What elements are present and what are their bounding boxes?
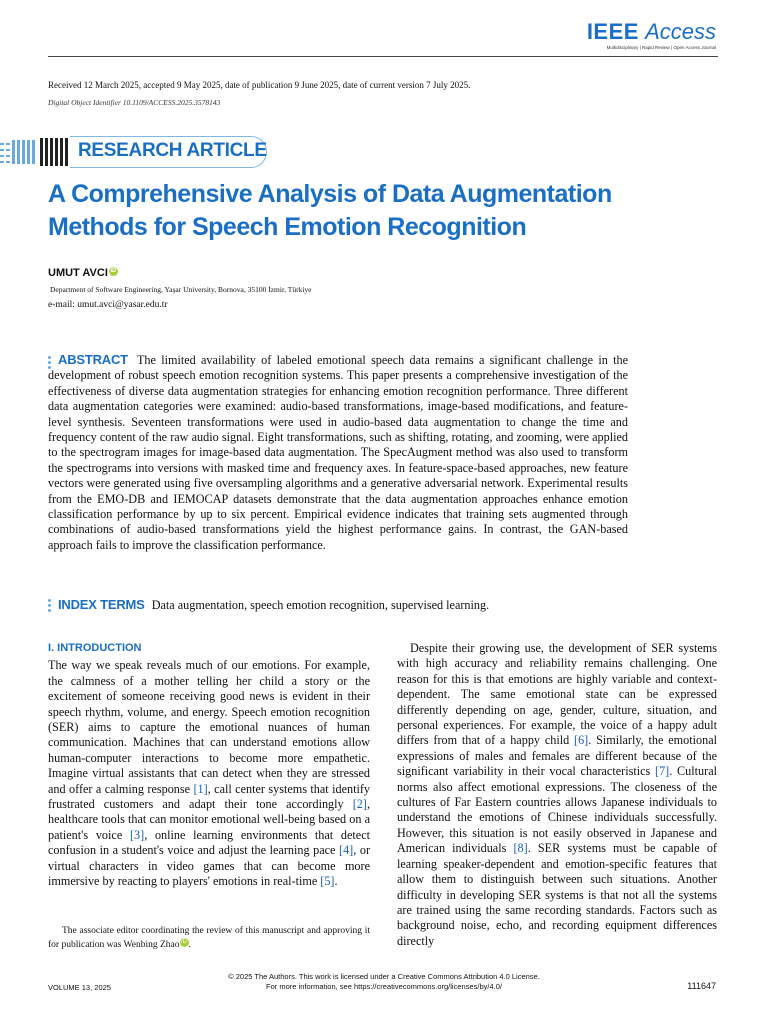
dates-line: Received 12 March 2025, accepted 9 May 2025, date of publication 9 June 2025, date of current version 7 July 2025.: [48, 80, 471, 90]
page-number: 111647: [687, 981, 716, 991]
index-terms-label: INDEX TERMS: [58, 597, 145, 612]
intro-text: , call center systems that identify frustrated customers and adapt their tone accordingly: [48, 781, 370, 812]
intro-text: . Cultural norms also affect emotional expressions. The closeness of the cultures of Far Eastern countries allows Japanese individuals to understand the emotions of Chinese individuals successfully. However, this situation is not easily observed in Japanese and American individuals: [397, 764, 717, 856]
citation-link[interactable]: [5]: [320, 874, 335, 889]
editor-note: The associate editor coordinating the review of this manuscript and approving it for publication was Wenbing Zhao iD .: [48, 926, 370, 950]
article-type-banner: [0, 134, 280, 170]
intro-text: The way we speak reveals much of our emotions. For example, the calmness of a mother telling her child a story or the excitement of someone receiving good news is evident in their speech rhythm, volume, and energy. Speech emotion recognition (SER) aims to capture the emotional nuances of human communication. Machines that can understand emotions allow human-computer interactions to become more empathetic. Imagine virtual assistants that can detect when they are stressed and offer a calming response: [48, 658, 370, 796]
intro-text: , online learning environments that detect confusion in a student's voice and adjust the learning pace: [48, 827, 370, 858]
intro-text: . Similarly, the emotional expressions of males and females are different because of the significant variability in their vocal characteristics: [397, 733, 717, 779]
abstract: [48, 352, 628, 553]
abstract-label: ABSTRACT: [58, 352, 128, 367]
abstract-text: The limited availability of labeled emotional speech data remains a significant challenge in the development of robust speech emotion recognition systems. This paper presents a comprehensive investigation of the effectiveness of diverse data augmentation strategies for enhancing emotion recognition performance. Three different data augmentation categories were examined: audio-based transformations, image-based modifications, and feature-level synthesis. Seventeen transformations were used in audio-based data augmentation to change the time and frequency content of the raw audio signal. Eight transformations, such as shifting, rotating, and zooming, were applied to the spectrogram images for image-based data augmentation. The SpecAugment method was also used to transform the spectrograms into versions with masked time and frequency axes. In feature-space-based approaches, new feature vectors were generated using five oversampling algorithms and a generative adversarial network. Experimental results from the EMO-DB and IEMOCAP datasets demonstrate that the data augmentation approaches enhance emotion classification performance by up to six percent. Empirical evidence indicates that training sets augmented through combinations of audio-based transformations yield the highest performance gains. In contrast, the GAN-based approach fails to improve the classification performance.: [48, 353, 629, 552]
intro-heading: I. INTRODUCTION: [48, 642, 142, 654]
article-type-label: RESEARCH ARTICLE: [78, 140, 267, 161]
intro-paragraph: [48, 658, 370, 889]
license-line: © 2025 The Authors. This work is licensed under a Creative Commons Attribution 4.0 License.: [228, 972, 540, 981]
author-email: e-mail: umut.avci@yasar.edu.tr: [48, 300, 168, 310]
paper-title: A Comprehensive Analysis of Data Augmentation Methods for Speech Emotion Recognition: [48, 180, 612, 241]
citation-link[interactable]: [1]: [193, 781, 208, 796]
orcid-icon[interactable]: iD: [110, 268, 117, 274]
footer-license: [0, 972, 768, 992]
citation-link[interactable]: [7]: [655, 764, 670, 779]
citation-link[interactable]: [2]: [352, 797, 367, 812]
citation-link[interactable]: [3]: [129, 827, 145, 842]
logo-main: IEEE: [586, 19, 639, 44]
doi-line: Digital Object Identifier 10.1109/ACCESS.2025.3578143: [48, 98, 221, 107]
citation-link[interactable]: [4]: [339, 843, 354, 858]
editor-note-text: The associate editor coordinating the review of this manuscript and approving it for publication was Wenbing Zhao: [48, 926, 370, 950]
citation-link[interactable]: [6]: [574, 733, 589, 748]
author-name: UMUT AVCI: [48, 267, 108, 279]
intro-text: .: [334, 874, 338, 889]
header-rule: [48, 56, 718, 57]
research-article-bars-icon: [0, 136, 72, 168]
index-terms-text: Data augmentation, speech emotion recognition, supervised learning.: [151, 598, 490, 612]
logo-tagline: Multidisciplinary | Rapid Review | Open Access Journal: [606, 45, 716, 50]
intro-text: , healthcare tools that can monitor emotional well-being based on a patient's voice: [48, 797, 370, 842]
index-terms: [58, 597, 489, 613]
intro-text: . SER systems must be capable of learning speaker-dependent and emotion-specific features that allow them to distinguish between such situations. Another difficulty in developing SER systems is that not all the systems are trained using the same recording standards. Factors such as background noise, echo, and recording equipment differences directly: [397, 841, 717, 948]
section-dots-icon: [48, 599, 52, 614]
license-link-line[interactable]: For more information, see https://creativecommons.org/licenses/by/4.0/: [266, 982, 502, 991]
footer-volume: VOLUME 13, 2025: [48, 983, 111, 992]
author-block: [48, 267, 118, 279]
ieee-access-logo: [587, 20, 716, 50]
citation-link[interactable]: [8]: [513, 841, 528, 856]
logo-sub: Access: [645, 19, 716, 44]
intro-right-column: [397, 641, 717, 949]
intro-text: Despite their growing use, the development of SER systems with high accuracy and reliability remains challenging. One reason for this is that emotions are highly variable and context-dependent. The same emotional state can be expressed differently depending on age, gender, culture, situation, and personal experiences. For example, the voice of a happy adult differs from that of a happy child: [397, 641, 717, 748]
author-affiliation: Department of Software Engineering, Yaşar University, Bornova, 35100 İzmir, Türkiye: [50, 285, 312, 294]
intro-left-column: [48, 641, 370, 890]
orcid-icon[interactable]: iD: [181, 939, 187, 945]
intro-text: , or virtual characters in video games that can become more immersive by reacting to players' emotions in real-time: [48, 843, 371, 889]
